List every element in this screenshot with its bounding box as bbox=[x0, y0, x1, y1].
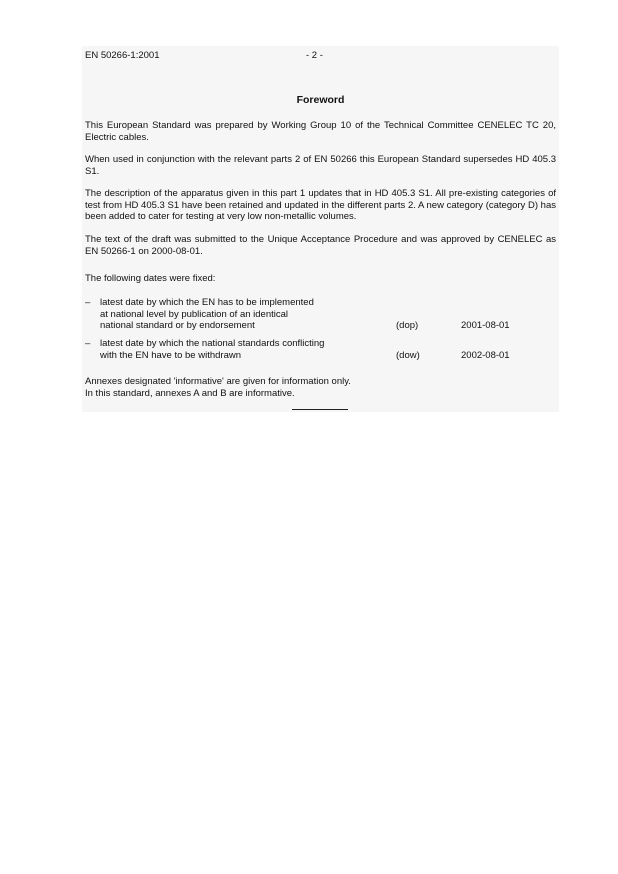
date-item-line: at national level by publication of an identical bbox=[100, 308, 289, 320]
foreword-paragraph-apparatus: The description of the apparatus given in this part 1 updates that in HD 405.3 S1. All pre-existing categories of test from HD 405.3 S1 have been retained and updated in the different parts 2. A new category (category D) has been added to cater for testing at very low non-metallic volumes. bbox=[85, 188, 556, 223]
date-item-line: latest date by which the national standards conflicting bbox=[100, 338, 325, 349]
date-item-line: national standard or by endorsement bbox=[100, 320, 255, 332]
end-of-section-rule bbox=[292, 409, 348, 410]
foreword-paragraph-approval: The text of the draft was submitted to the Unique Acceptance Procedure and was approved by CENELEC as EN 50266-1 on 2000-08-01. bbox=[85, 234, 556, 257]
annex-note bbox=[85, 376, 351, 399]
date-value: 2001-08-01 bbox=[461, 320, 510, 332]
list-dash: – bbox=[85, 297, 91, 308]
date-item-line: latest date by which the EN has to be implemented bbox=[100, 297, 314, 308]
list-dash: – bbox=[85, 338, 91, 349]
foreword-paragraph-prepared-by: This European Standard was prepared by Working Group 10 of the Technical Committee CENELEC TC 20, Electric cables. bbox=[85, 120, 556, 143]
date-item-line: with the EN have to be withdrawn bbox=[100, 349, 241, 361]
date-item-description bbox=[100, 338, 400, 361]
date-value: 2002-08-01 bbox=[461, 349, 510, 361]
page-number: - 2 - bbox=[306, 50, 323, 61]
foreword-heading: Foreword bbox=[296, 94, 345, 106]
annex-note-line: In this standard, annexes A and B are informative. bbox=[85, 387, 295, 399]
document-id: EN 50266-1:2001 bbox=[85, 50, 160, 61]
date-abbreviation: (dow) bbox=[396, 349, 420, 361]
foreword-paragraph-dates-intro: The following dates were fixed: bbox=[85, 273, 216, 284]
date-abbreviation: (dop) bbox=[396, 320, 419, 332]
foreword-paragraph-supersedes: When used in conjunction with the relevant parts 2 of EN 50266 this European Standard supersedes HD 405.3 S1. bbox=[85, 154, 556, 177]
date-item-description bbox=[100, 297, 400, 332]
annex-note-line: Annexes designated 'informative' are given for information only. bbox=[85, 376, 351, 387]
